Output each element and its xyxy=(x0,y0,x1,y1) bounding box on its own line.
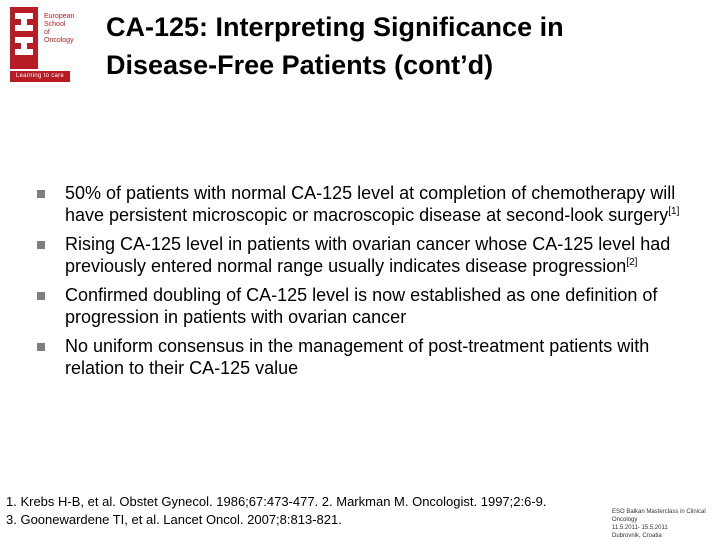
logo-text: European School of Oncology xyxy=(44,13,75,44)
reference-marker: [2] xyxy=(626,257,638,268)
slide-title xyxy=(106,8,716,84)
reference-line-1: 1. Krebs H-B, et al. Obstet Gynecol. 1986;67:473-477. 2. Markman M. Oncologist. 1997;2:6-9. xyxy=(6,494,547,509)
references xyxy=(6,493,646,529)
event-location: Dubrovnik, Croatia xyxy=(612,533,662,539)
bullet-item xyxy=(32,284,712,328)
event-footer xyxy=(612,508,722,540)
event-name: ESO Balkan Masterclass in Clinical Oncology xyxy=(612,509,706,523)
reference-marker: [1] xyxy=(668,206,680,217)
bullet-list xyxy=(32,182,712,386)
square-bullet-icon xyxy=(37,190,45,198)
eso-logo xyxy=(8,5,75,85)
square-bullet-icon xyxy=(37,241,45,249)
reference-line-2: 3. Goonewardene TI, et al. Lancet Oncol. 2007;8:813-821. xyxy=(6,512,342,527)
bullet-text: No uniform consensus in the management of post-treatment patients with relation to their CA-125 value xyxy=(65,336,650,378)
bullet-text: Confirmed doubling of CA-125 level is now established as one definition of progression in patients with ovarian cancer xyxy=(65,285,658,327)
event-dates: 11.5.2011- 15.5.2011 xyxy=(612,525,668,531)
square-bullet-icon xyxy=(37,343,45,351)
bullet-item xyxy=(32,233,712,277)
slide-title-line-1: CA-125: Interpreting Significance in xyxy=(106,12,564,42)
slide-title-line-2: Disease-Free Patients (cont’d) xyxy=(106,50,494,80)
square-bullet-icon xyxy=(37,292,45,300)
bullet-item xyxy=(32,335,712,379)
logo-tagline: Learning to care xyxy=(10,71,70,82)
bullet-item xyxy=(32,182,712,226)
bullet-text: Rising CA-125 level in patients with ovarian cancer whose CA-125 level had previously entered normal range usually indicates disease progression[2] xyxy=(65,234,671,276)
bullet-text: 50% of patients with normal CA-125 level at completion of chemotherapy will have persistent microscopic or macroscopic disease at second-look surgery[1] xyxy=(65,183,680,225)
